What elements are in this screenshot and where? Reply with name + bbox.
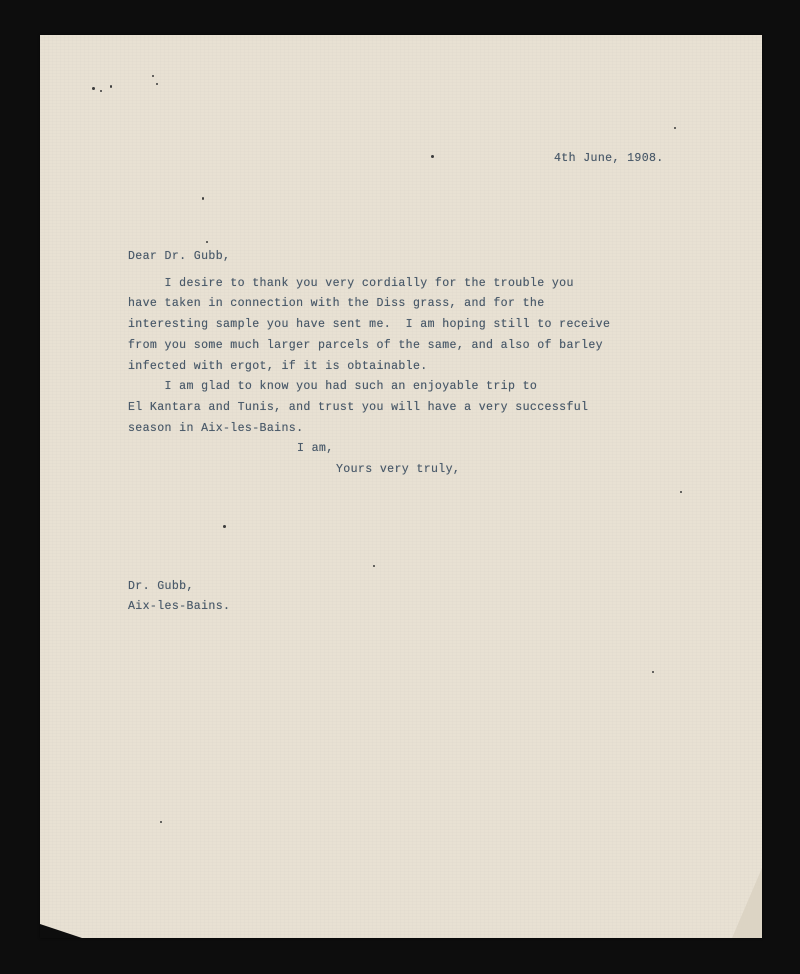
paper-speck [92, 87, 95, 90]
paper-speck [202, 197, 204, 200]
closing: I am, [297, 442, 334, 455]
paper-speck [206, 241, 208, 243]
paper-speck [431, 155, 434, 158]
salutation: Dear Dr. Gubb, [128, 250, 231, 263]
paper-speck [152, 75, 154, 77]
paper-speck [373, 565, 375, 567]
body-line: season in Aix-les-Bains. [128, 422, 304, 435]
body-line: have taken in connection with the Diss grass, and for the [128, 297, 545, 310]
letter-page [40, 35, 762, 938]
paper-speck [156, 83, 158, 85]
paper-speck [110, 85, 112, 88]
paper-speck [652, 671, 654, 673]
paper-speck [223, 525, 226, 528]
folded-corner [732, 868, 762, 938]
body-line: El Kantara and Tunis, and trust you will have a very successful [128, 401, 589, 414]
paper-speck [100, 90, 102, 92]
body-line: I desire to thank you very cordially for the trouble you [128, 277, 574, 290]
paper-speck [680, 491, 682, 493]
body-line: I am glad to know you had such an enjoyable trip to [128, 380, 538, 393]
paper-speck [160, 821, 162, 823]
recipient-place: Aix-les-Bains. [128, 600, 231, 613]
body-line: infected with ergot, if it is obtainable. [128, 360, 428, 373]
letter-date: 4th June, 1908. [554, 152, 664, 165]
body-line: from you some much larger parcels of the same, and also of barley [128, 339, 603, 352]
paper-speck [674, 127, 676, 129]
signoff: Yours very truly, [336, 463, 461, 476]
torn-corner [40, 924, 82, 938]
body-line: interesting sample you have sent me. I am hoping still to receive [128, 318, 611, 331]
recipient-name: Dr. Gubb, [128, 580, 194, 593]
